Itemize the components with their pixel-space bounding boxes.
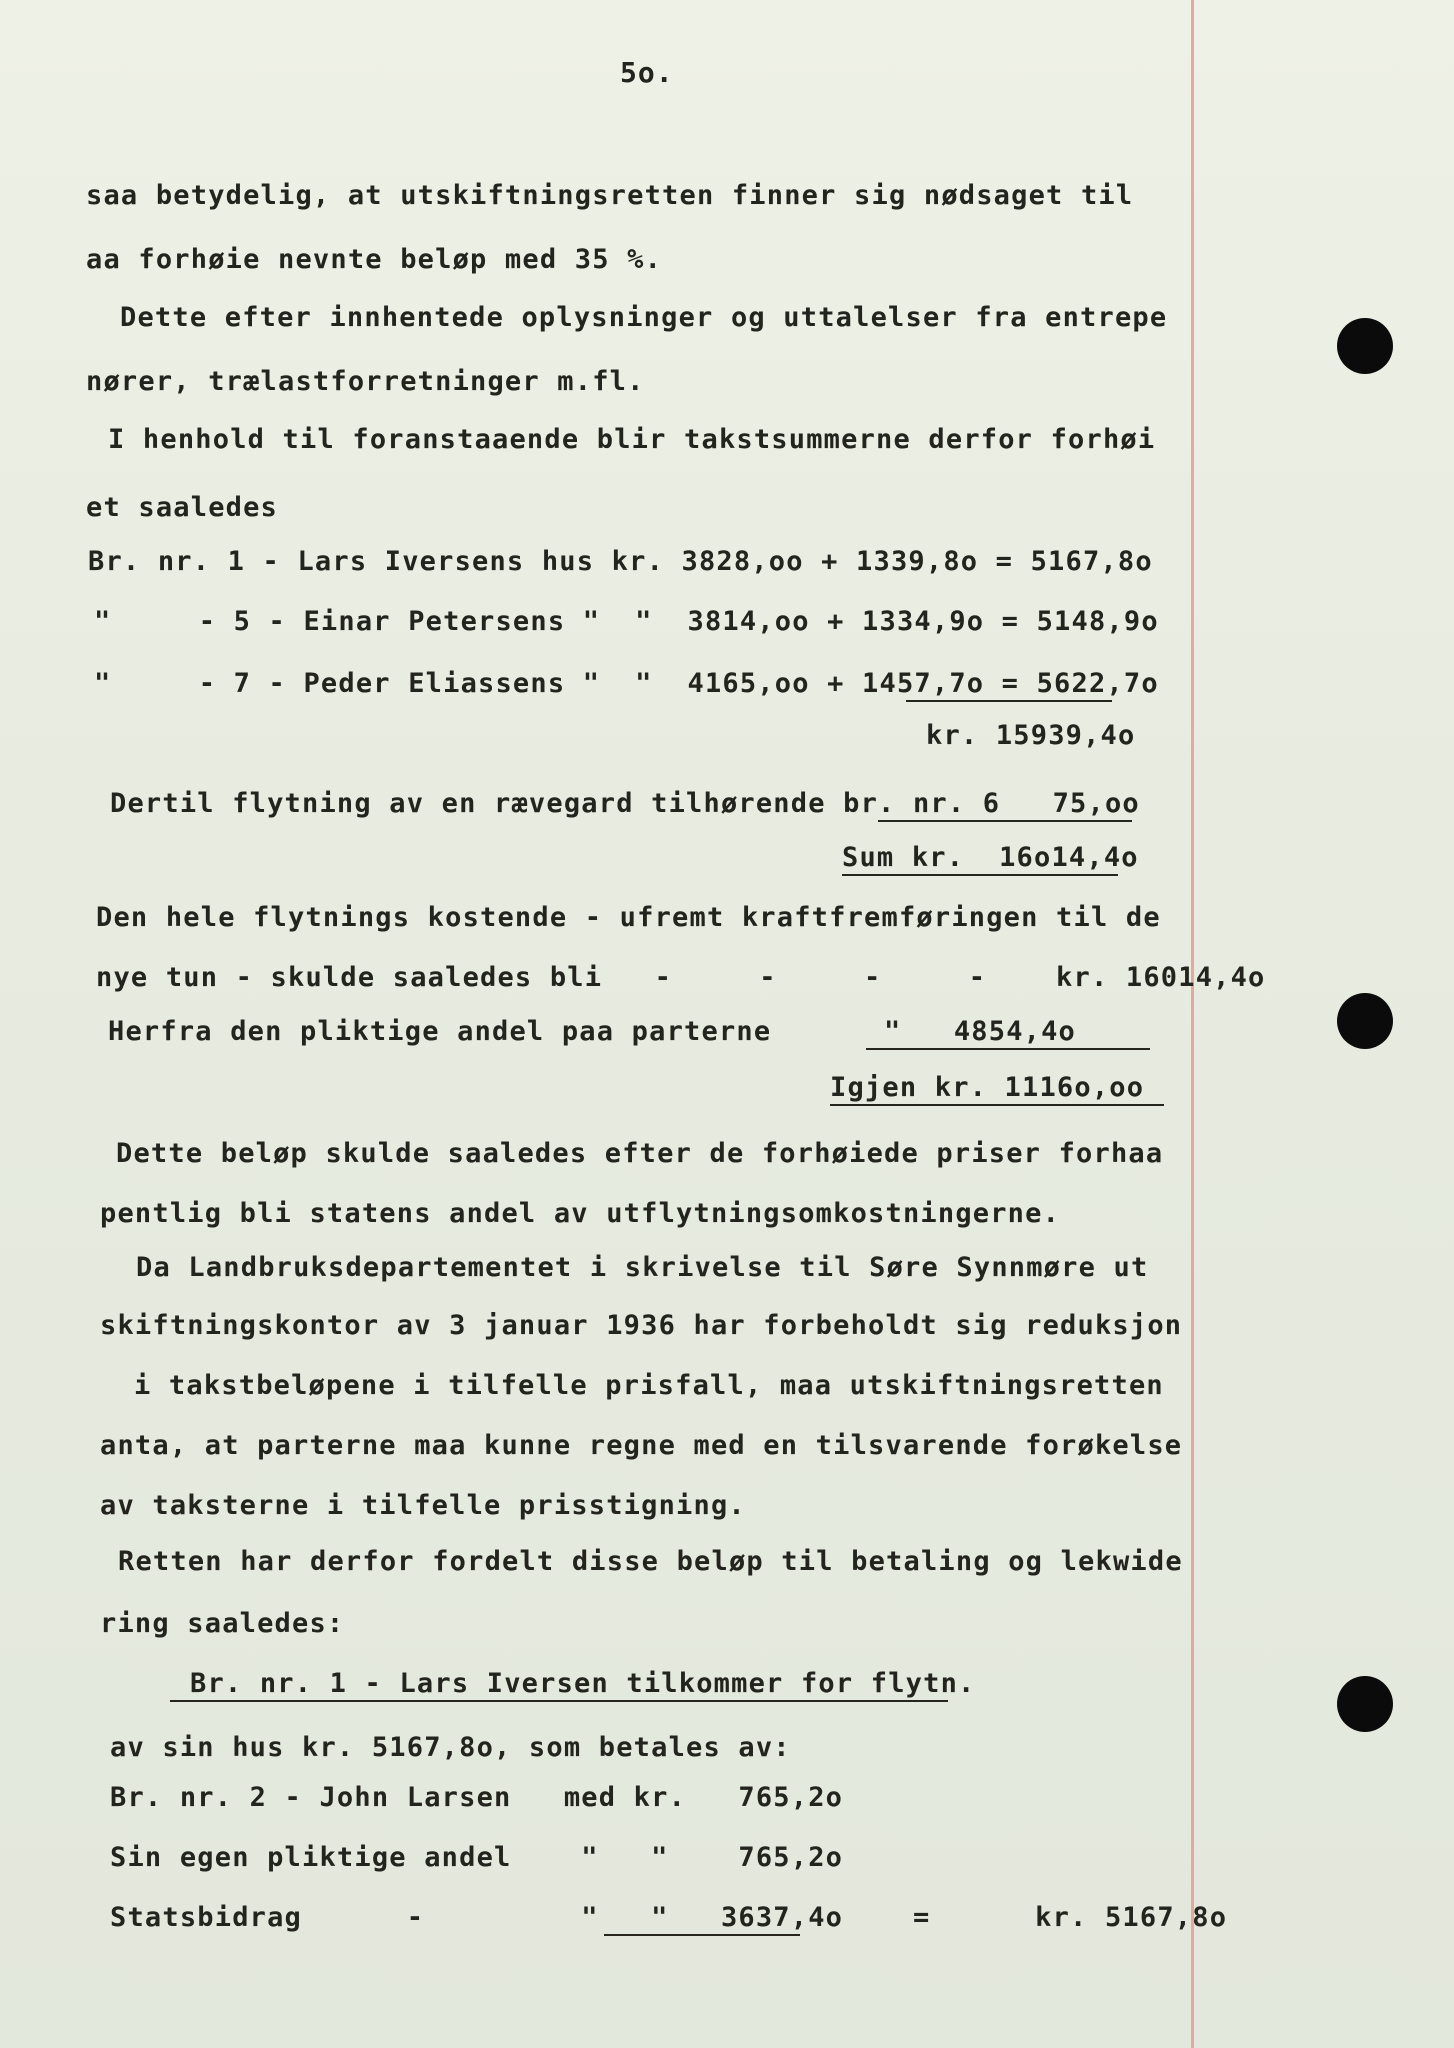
valuation-row: " - 5 - Einar Petersens " " 3814,oo + 1334,9o = 5148,9o: [94, 606, 1159, 637]
punch-hole-bottom: [1337, 1676, 1393, 1732]
text-line: I henhold til foranstaaende blir takstsummerne derfor forhøi: [108, 424, 1156, 455]
text-line: et saaledes: [86, 492, 279, 523]
text-line: Dertil flytning av en rævegard tilhørende br. nr. 6 75,oo: [110, 788, 1140, 819]
text-line: av taksterne i tilfelle prisstigning.: [100, 1490, 746, 1521]
text-line: pentlig bli statens andel av utflytningsomkostningerne.: [100, 1198, 1061, 1229]
text-line: Dette efter innhentede oplysninger og uttalelser fra entrepe: [120, 302, 1168, 333]
text-line: Dette beløp skulde saaledes efter de forhøiede priser forhaa: [116, 1138, 1164, 1169]
underline: [604, 1934, 800, 1936]
payment-row: Sin egen pliktige andel " " 765,2o: [110, 1842, 844, 1873]
text-line: Retten har derfor fordelt disse beløp til betaling og lekwide: [118, 1546, 1183, 1577]
underline: [878, 820, 1132, 822]
text-line: ring saaledes:: [100, 1608, 345, 1639]
payment-heading: Br. nr. 1 - Lars Iversen tilkommer for flytn.: [190, 1668, 976, 1699]
payment-row: Br. nr. 2 - John Larsen med kr. 765,2o: [110, 1782, 844, 1813]
text-line: Den hele flytnings kostende - ufremt kraftfremføringen til de: [96, 902, 1161, 933]
underline: [906, 700, 1112, 702]
text-line: av sin hus kr. 5167,8o, som betales av:: [110, 1732, 791, 1763]
sum-line: Sum kr. 16o14,4o: [842, 842, 1139, 873]
text-line: nye tun - skulde saaledes bli - - - - kr. 16014,4o: [96, 962, 1266, 993]
text-line: i takstbeløpene i tilfelle prisfall, maa utskiftningsretten: [134, 1370, 1164, 1401]
text-line: Herfra den pliktige andel paa parterne: [108, 1016, 772, 1047]
valuation-row: Br. nr. 1 - Lars Iversens hus kr. 3828,oo + 1339,8o = 5167,8o: [88, 546, 1153, 577]
underline: [842, 874, 1118, 876]
deduction-amount: " 4854,4o: [884, 1016, 1077, 1047]
subtotal: kr. 15939,4o: [926, 720, 1136, 751]
text-line: Da Landbruksdepartementet i skrivelse til Søre Synnmøre ut: [136, 1252, 1149, 1283]
punch-hole-top: [1337, 318, 1393, 374]
text-line: aa forhøie nevnte beløp med 35 %.: [86, 244, 663, 275]
text-line: nører, trælastforretninger m.fl.: [86, 366, 645, 397]
underline: [170, 1700, 948, 1702]
page-number: 5o.: [620, 56, 674, 89]
underline: [830, 1104, 1164, 1106]
remaining-amount: Igjen kr. 1116o,oo: [830, 1072, 1145, 1103]
payment-row: Statsbidrag - " " 3637,4o = kr. 5167,8o: [110, 1902, 1228, 1933]
margin-rule: [1191, 0, 1194, 2048]
valuation-row: " - 7 - Peder Eliassens " " 4165,oo + 1457,7o = 5622,7o: [94, 668, 1159, 699]
text-line: saa betydelig, at utskiftningsretten finner sig nødsaget til: [86, 180, 1134, 211]
text-line: skiftningskontor av 3 januar 1936 har forbeholdt sig reduksjon: [100, 1310, 1183, 1341]
text-line: anta, at parterne maa kunne regne med en tilsvarende forøkelse: [100, 1430, 1183, 1461]
underline: [866, 1048, 1150, 1050]
punch-hole-middle: [1337, 993, 1393, 1049]
